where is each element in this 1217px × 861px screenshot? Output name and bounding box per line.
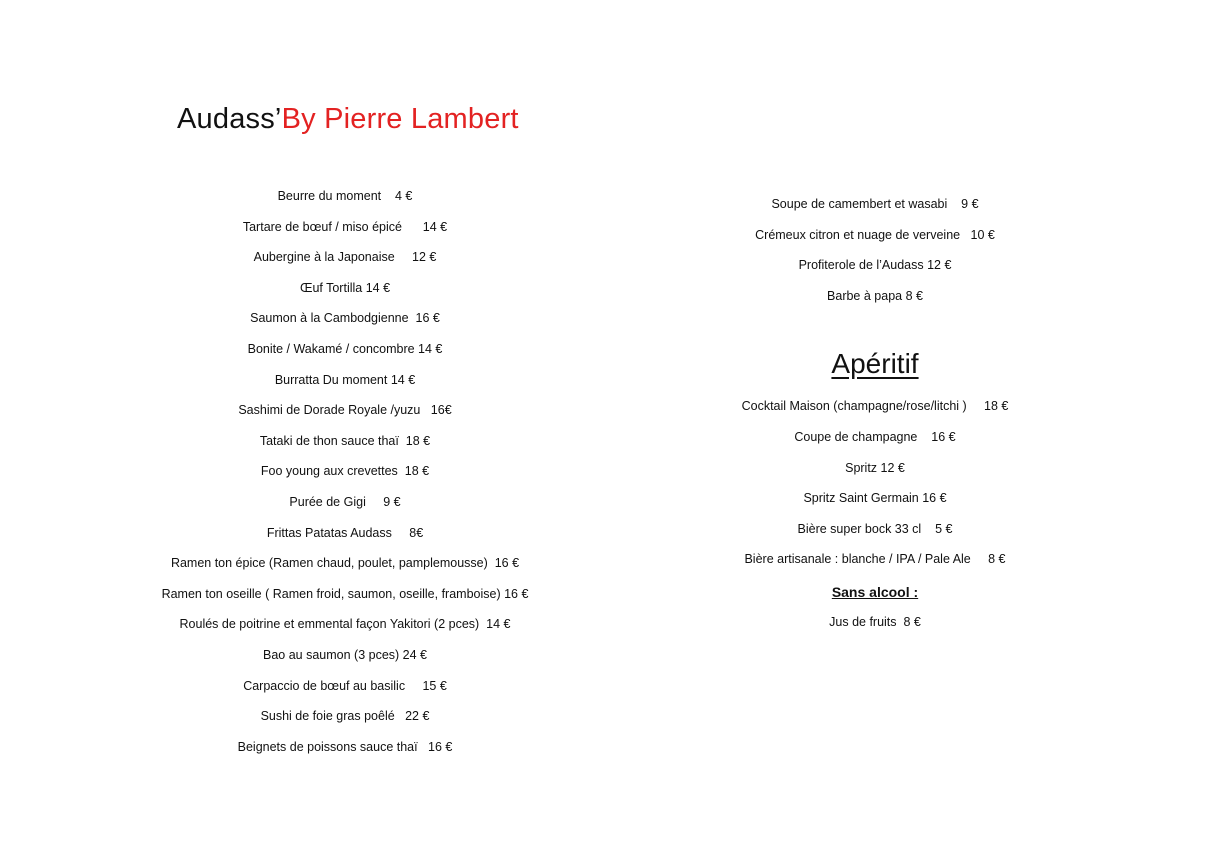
menu-title bbox=[177, 103, 519, 136]
dessert-item: Crémeux citron et nuage de verveine 10 € bbox=[755, 227, 995, 242]
menu-item: Burratta Du moment 14 € bbox=[274, 372, 416, 387]
drink-item: Spritz Saint Germain 16 € bbox=[803, 491, 947, 506]
menu-item: Sushi de foie gras poêlé 22 € bbox=[260, 709, 430, 724]
drink-item: Jus de fruits 8 € bbox=[829, 614, 921, 629]
menu-item: Œuf Tortilla 14 € bbox=[299, 280, 391, 295]
menu-item: Purée de Gigi 9 € bbox=[289, 494, 401, 509]
sans-alcool-heading: Sans alcool : bbox=[831, 583, 919, 600]
dessert-item: Barbe à papa 8 € bbox=[827, 288, 923, 303]
menu-item: Tartare de bœuf / miso épicé 14 € bbox=[242, 219, 448, 234]
menu-item: Beignets de poissons sauce thaï 16 € bbox=[237, 739, 453, 754]
dessert-drinks-column bbox=[720, 194, 1030, 643]
menu-item: Ramen ton oseille ( Ramen froid, saumon, oseille, framboise) 16 € bbox=[161, 586, 529, 601]
drink-item: Coupe de champagne 16 € bbox=[794, 429, 956, 444]
menu-item: Ramen ton épice (Ramen chaud, poulet, pamplemousse) 16 € bbox=[170, 556, 520, 571]
drink-item: Cocktail Maison (champagne/rose/litchi ) 18 € bbox=[741, 399, 1009, 414]
restaurant-name: Audass’ bbox=[177, 103, 282, 135]
dessert-item: Profiterole de l’Audass 12 € bbox=[798, 258, 952, 273]
menu-item: Aubergine à la Japonaise 12 € bbox=[253, 250, 437, 265]
drink-item: Bière super bock 33 cl 5 € bbox=[797, 521, 953, 536]
menu-item: Roulés de poitrine et emmental façon Yakitori (2 pces) 14 € bbox=[179, 617, 511, 632]
menu-item: Saumon à la Cambodgienne 16 € bbox=[250, 311, 440, 326]
menu-item: Bao au saumon (3 pces) 24 € bbox=[263, 647, 427, 662]
drink-item: Spritz 12 € bbox=[845, 460, 905, 475]
menu-item: Beurre du moment 4 € bbox=[277, 189, 413, 203]
menu-item: Foo young aux crevettes 18 € bbox=[260, 464, 430, 479]
menu-item: Bonite / Wakamé / concombre 14 € bbox=[247, 341, 443, 356]
dessert-item: Soupe de camembert et wasabi 9 € bbox=[771, 197, 979, 211]
chef-name: By Pierre Lambert bbox=[281, 103, 519, 135]
menu-item: Sashimi de Dorade Royale /yuzu 16€ bbox=[238, 403, 452, 418]
menu-item: Tataki de thon sauce thaï 18 € bbox=[259, 433, 431, 448]
drink-item: Bière artisanale : blanche / IPA / Pale Ale 8 € bbox=[744, 552, 1006, 567]
food-menu-column bbox=[140, 186, 550, 767]
aperitif-heading: Apéritif bbox=[831, 348, 919, 380]
menu-item: Carpaccio de bœuf au basilic 15 € bbox=[243, 678, 447, 693]
menu-item: Frittas Patatas Audass 8€ bbox=[266, 525, 424, 540]
